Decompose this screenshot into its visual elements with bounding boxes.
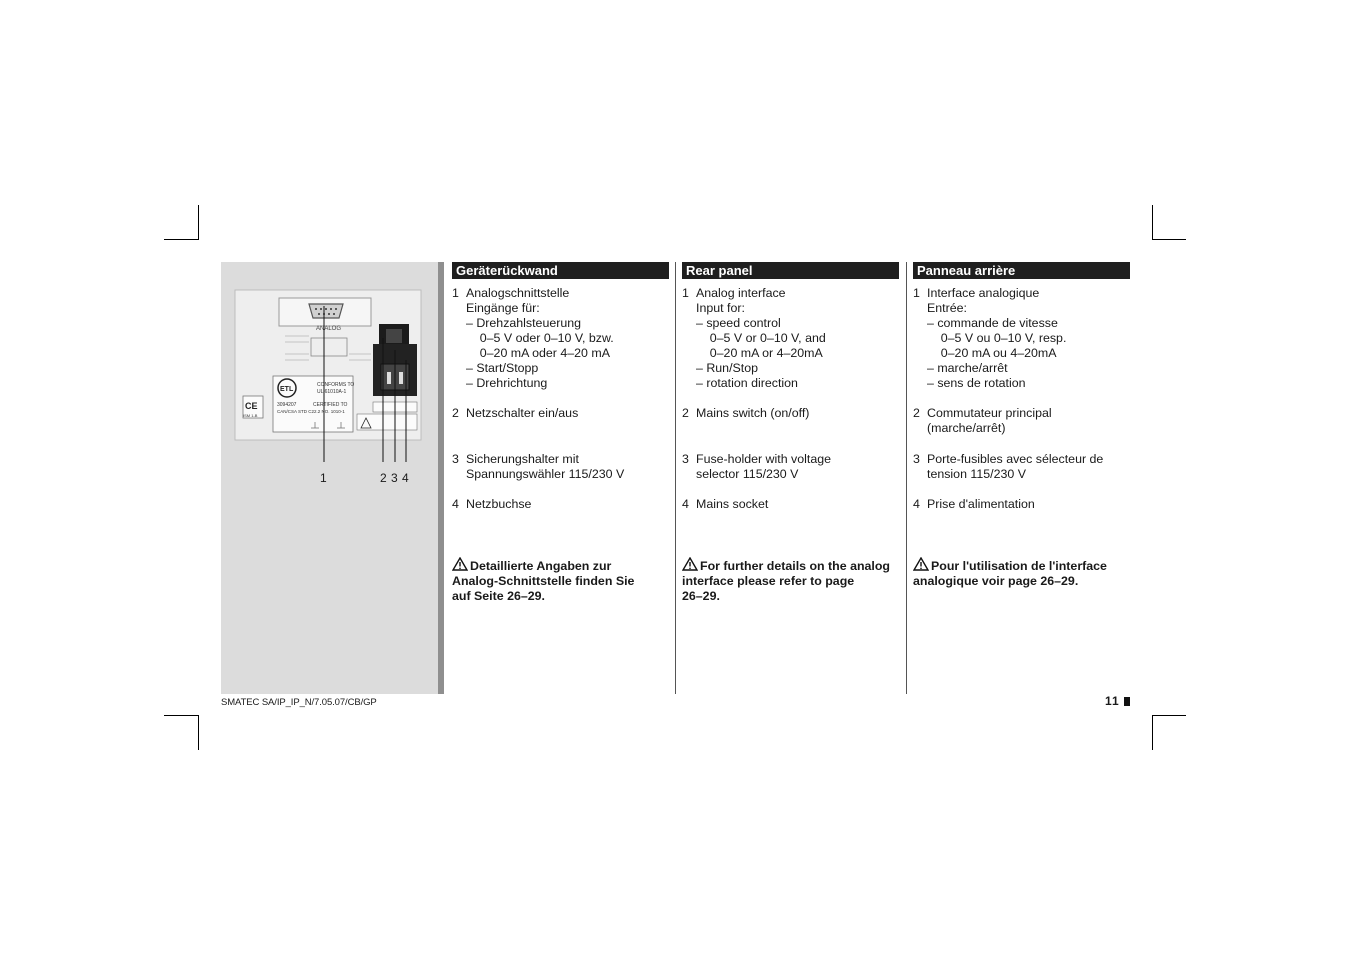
crop-mark <box>1152 715 1186 716</box>
item-number: 4 <box>913 497 920 511</box>
item-line: – Start/Stopp <box>466 361 539 375</box>
item-line: Interface analogique <box>927 286 1040 300</box>
item-number: 3 <box>452 452 459 466</box>
list-item <box>452 406 669 421</box>
list-item <box>913 286 1130 391</box>
item-line: – marche/arrêt <box>927 361 1008 375</box>
item-line: – rotation direction <box>696 376 798 390</box>
ce-mark: CE <box>245 401 258 411</box>
note-line: 26–29. <box>682 589 720 603</box>
crop-mark <box>1152 205 1153 240</box>
callout-4: 4 <box>402 471 409 485</box>
item-line: 0–20 mA oder 4–20 mA <box>466 346 610 360</box>
item-number: 2 <box>452 406 459 420</box>
doc-code: SMATEC SA/IP_IP_N/7.05.07/CB/GP <box>221 697 377 708</box>
column-separator <box>675 262 676 694</box>
page-number: 11 <box>1105 694 1120 708</box>
column-english <box>682 262 899 603</box>
item-line: 0–20 mA ou 4–20mA <box>927 346 1057 360</box>
list-item <box>452 497 669 512</box>
warning-icon <box>913 557 929 571</box>
callout-3: 3 <box>391 471 398 485</box>
crop-mark <box>198 715 199 750</box>
item-line: Prise d'alimentation <box>927 497 1035 511</box>
item-number: 4 <box>452 497 459 511</box>
note-line: Analog-Schnittstelle finden Sie <box>452 574 635 588</box>
item-line: Entrée: <box>927 301 967 315</box>
item-number: 4 <box>682 497 689 511</box>
item-line: (marche/arrêt) <box>927 421 1006 435</box>
item-line: Eingänge für: <box>466 301 540 315</box>
column-german <box>452 262 669 603</box>
column-separator <box>906 262 907 694</box>
model-label: ISM 1-B <box>243 413 258 418</box>
item-line: – Run/Stop <box>696 361 758 375</box>
cert-csa: CAN/CSA STD C22.2 NO. 1010-1 <box>277 409 345 414</box>
item-line: Sicherungshalter mit <box>466 452 579 466</box>
item-line: – commande de vitesse <box>927 316 1058 330</box>
item-number: 1 <box>682 286 689 300</box>
warning-icon <box>452 557 468 571</box>
section-title: Geräterückwand <box>452 262 669 279</box>
item-line: – Drehzahlsteuerung <box>466 316 582 330</box>
item-line: 0–5 V or 0–10 V, and <box>696 331 826 345</box>
etl-mark: ETL <box>280 386 294 393</box>
crop-mark <box>198 205 199 240</box>
item-line: 0–20 mA or 4–20mA <box>696 346 823 360</box>
section-title: Rear panel <box>682 262 899 279</box>
cert-number: 3094207 <box>277 402 297 408</box>
item-line: Netzschalter ein/aus <box>466 406 579 420</box>
item-number: 3 <box>913 452 920 466</box>
warning-note <box>913 557 1130 589</box>
list-item <box>452 286 669 391</box>
note-line: analogique voir page 26–29. <box>913 574 1079 588</box>
column-french <box>913 262 1130 588</box>
note-line: interface please refer to page <box>682 574 855 588</box>
section-title: Panneau arrière <box>913 262 1130 279</box>
item-line: 0–5 V ou 0–10 V, resp. <box>927 331 1067 345</box>
item-line: – Drehrichtung <box>466 376 548 390</box>
crop-mark <box>1152 715 1153 750</box>
item-line: Commutateur principal <box>927 406 1052 420</box>
analog-label: ANALOG <box>316 326 342 332</box>
crop-mark <box>1152 239 1186 240</box>
item-line: Mains switch (on/off) <box>696 406 810 420</box>
item-line: selector 115/230 V <box>696 467 799 481</box>
warning-icon <box>682 557 698 571</box>
item-number: 1 <box>913 286 920 300</box>
callout-2: 2 <box>380 471 387 485</box>
cert-certified: CERTIFIED TO <box>313 402 348 408</box>
list-item <box>452 452 669 482</box>
item-line: Analogschnittstelle <box>466 286 570 300</box>
item-line: Spannungswähler 115/230 V <box>466 467 625 481</box>
item-number: 1 <box>452 286 459 300</box>
list-item <box>913 452 1130 482</box>
item-line: 0–5 V oder 0–10 V, bzw. <box>466 331 614 345</box>
list-item <box>682 286 899 391</box>
list-item <box>913 497 1130 512</box>
rear-panel-photo <box>221 262 438 694</box>
callout-1: 1 <box>320 471 327 485</box>
list-item <box>682 497 899 512</box>
crop-mark <box>164 239 199 240</box>
cert-conforms: CONFORMS TO <box>317 382 355 388</box>
item-line: tension 115/230 V <box>927 467 1026 481</box>
page-marker <box>1124 697 1130 706</box>
list-item <box>913 406 1130 436</box>
item-line: Porte-fusibles avec sélecteur de <box>927 452 1104 466</box>
photo-side-bar <box>438 262 444 694</box>
item-line: Input for: <box>696 301 745 315</box>
note-line: auf Seite 26–29. <box>452 589 545 603</box>
note-line: Pour l'utilisation de l'interface <box>931 559 1107 573</box>
warning-note <box>452 557 669 604</box>
item-line: – speed control <box>696 316 781 330</box>
list-item <box>682 452 899 482</box>
item-number: 3 <box>682 452 689 466</box>
item-line: Fuse-holder with voltage <box>696 452 831 466</box>
item-line: Netzbuchse <box>466 497 532 511</box>
item-line: Analog interface <box>696 286 786 300</box>
note-line: For further details on the analog <box>700 559 891 573</box>
warning-note <box>682 557 899 604</box>
item-line: Mains socket <box>696 497 769 511</box>
item-number: 2 <box>913 406 920 420</box>
item-line: – sens de rotation <box>927 376 1026 390</box>
list-item <box>682 406 899 421</box>
crop-mark <box>164 715 199 716</box>
note-line: Detaillierte Angaben zur <box>470 559 612 573</box>
item-number: 2 <box>682 406 689 420</box>
cert-ul: UL 61010A-1 <box>317 389 347 395</box>
